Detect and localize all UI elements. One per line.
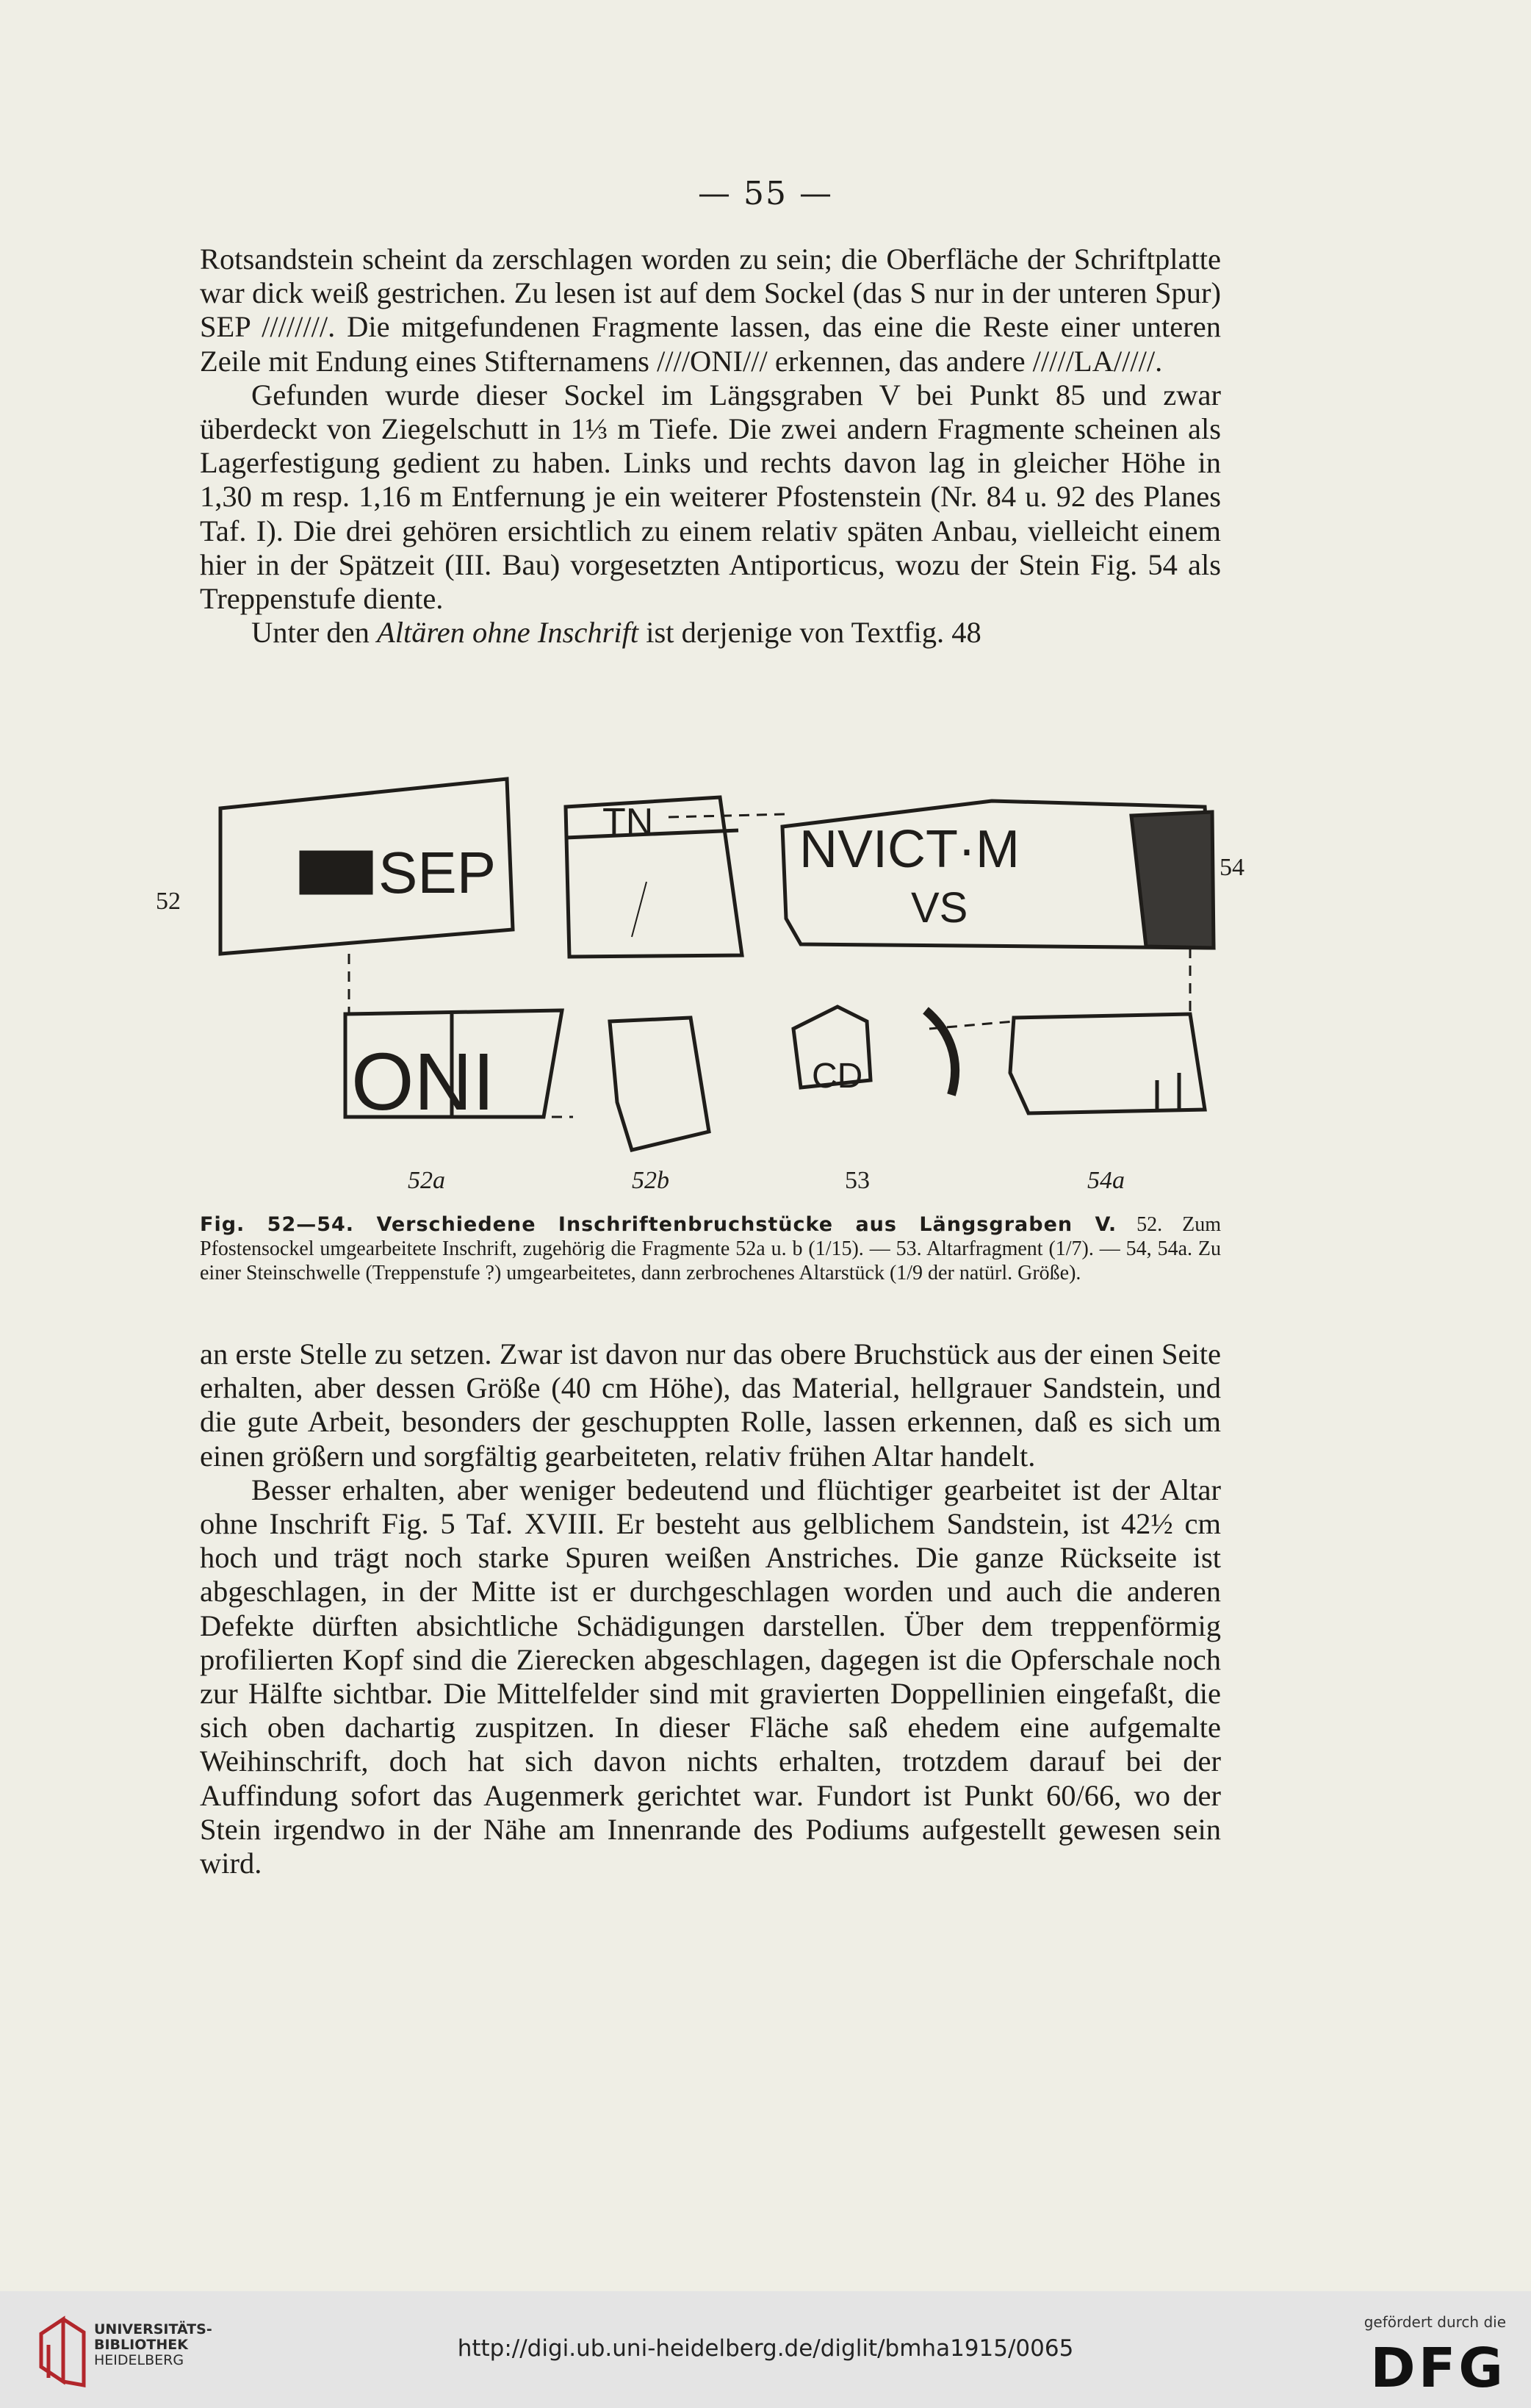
fragment-54a-outline [1010,1014,1205,1113]
fragment-52b-upper [566,797,742,957]
inscription-54-line1: NVICT·M [799,820,1020,879]
figure-label-53: 53 [845,1167,870,1194]
text-block-top [200,242,1221,650]
figure-caption [200,1212,1221,1285]
page-number: — 55 — [698,175,833,212]
inscription-54-line2: VS [911,884,968,932]
inscription-53: CD [812,1057,863,1096]
figure-label-52a: 52a [408,1167,445,1194]
paragraph: Besser erhalten, aber weniger bedeutend und flüchtiger gearbeitet ist der Altar ohne Inschrift Fig. 5 Taf. XVIII. Er besteht aus gelblichem Sandstein, ist 42½ cm hoch und trägt noch starke Spuren weißen Anstriches. Die ganze Rückseite ist abgeschlagen, in der Mitte ist er durchgeschlagen worden und auch die anderen Defekte dürften absichtliche Schädigungen darstellen. Über dem treppenförmig profilierten Kopf sind die Zierecken abgeschlagen, dagegen ist die Opferschale noch zur Hälfte sichtbar. Die Mittelfelder sind mit gravierten Doppellinien eingefaßt, die sich oben dachartig zuspitzen. In dieser Fläche saß ehedem eine aufgemalte Weihinschrift, doch hat sich davon nichts erhalten, trotzdem darauf bei der Auffindung sofort das Augenmerk gerichtet war. Fundort ist Punkt 60/66, wo der Stein irgendwo in der Nähe am Innenrande des Podiums aufgestellt gewesen sein wird. [200,1473,1221,1880]
paragraph: Rotsandstein scheint da zerschlagen worden zu sein; die Oberfläche der Schriftplatte war dick weiß gestrichen. Zu lesen ist auf dem Sockel (das S nur in der unteren Spur) SEP ////////. Die mitgefundenen Fragmente lassen, das eine die Reste einer unteren Zeile mit Endung eines Stifternamens ////ONI/// erkennen, das andere /////LA/////. [200,242,1221,378]
caption-head: Fig. 52—54. Verschiedene Inschriftenbruchstücke aus Längsgraben V. [200,1213,1117,1236]
source-url-link[interactable]: http://digi.ub.uni-heidelberg.de/diglit/bmha1915/0065 [457,2335,1074,2362]
figure-label-54: 54 [1220,854,1244,881]
fragment-52-dark-patch [301,852,371,893]
caption-body: 52. Zum Pfostensockel umgearbeitete Inschrift, zugehörig die Fragmente 52a u. b (1/15). — 53. Altarfragment (1/7). — 54, 54a. Zu einer Steinschwelle (Treppenstufe ?) umgearbeitetes, dann zerbrochenes Altarstück (1/9 der natürl. Größe). [200,1213,1221,1284]
fragment-52b-lower [610,1018,709,1150]
figure-label-54a: 54a [1087,1167,1125,1194]
dfg-logo: DFG [1370,2337,1506,2400]
paragraph: Gefunden wurde dieser Sockel im Längsgraben V bei Punkt 85 und zwar überdeckt von Ziegelschutt in 1⅓ m Tiefe. Die zwei andern Fragmente scheinen als Lagerfestigung gedient zu haben. Links und rechts davon lag in gleicher Höhe in 1,30 m resp. 1,16 m Entfernung je ein weiterer Pfostenstein (Nr. 84 u. 92 des Planes Taf. I). Die drei gehören ersichtlich zu einem relativ späten Anbau, vielleicht einem hier in der Spätzeit (III. Bau) vorgesetzten Antiporticus, wozu der Stein Fig. 54 als Treppenstufe diente. [200,378,1221,616]
figure-label-52: 52 [156,888,181,915]
funding-note: gefördert durch die [1364,2313,1506,2331]
paragraph: an erste Stelle zu setzen. Zwar ist davon nur das obere Bruchstück aus der einen Seite erhalten, aber dessen Größe (40 cm Höhe), das Material, hellgrauer Sandstein, und die gute Arbeit, besonders der geschuppten Rolle, lassen erkennen, daß es sich um einen größern und sorgfältig gearbeiteten, relativ frühen Altar handelt. [200,1337,1221,1473]
text-block-bottom [200,1337,1221,1880]
fragment-54-hatched-edge [1131,812,1214,948]
inscription-52: SEP [378,840,497,905]
figure-inscription-fragments [156,764,1264,1220]
library-name: UNIVERSITÄTS- BIBLIOTHEK HEIDELBERG [94,2321,212,2368]
fragments-drawing [162,764,1264,1220]
footer-bar [0,2291,1531,2408]
figure-label-52b: 52b [632,1167,669,1194]
inscription-52a: ONI [351,1037,495,1127]
paragraph: Unter den Altären ohne Inschrift ist derjenige von Textfig. 48 [251,616,981,650]
inscription-52b: TN [602,801,654,844]
italic-phrase: Altären ohne Inschrift [376,616,639,650]
